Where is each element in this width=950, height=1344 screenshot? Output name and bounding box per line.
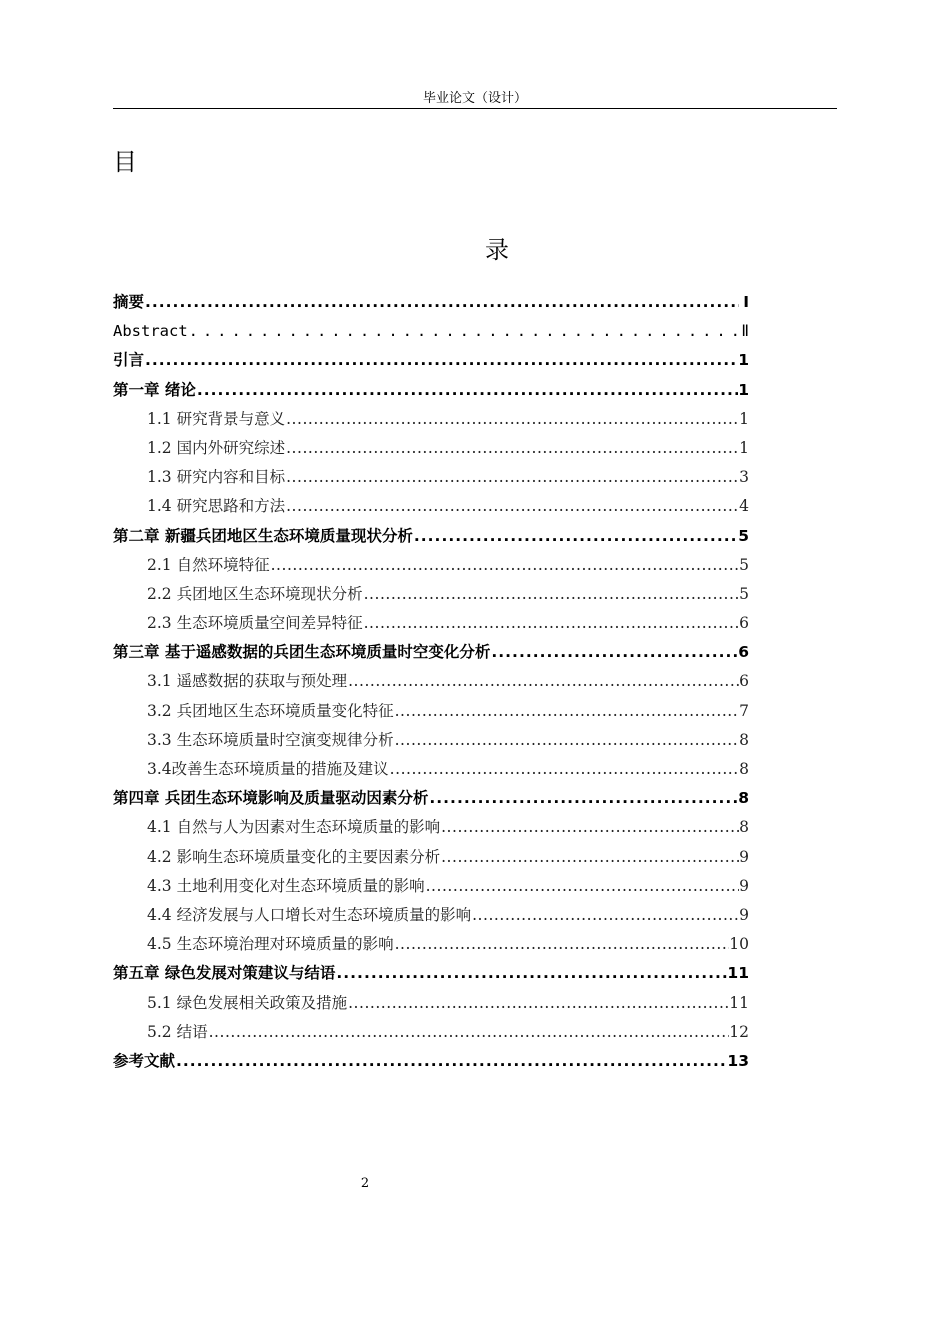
toc-entry-page: 9 (739, 905, 749, 924)
toc-entry-chapter[interactable] (113, 1047, 749, 1076)
toc-entry-label: 引言 (113, 351, 145, 370)
toc-entry-chapter[interactable] (113, 317, 749, 346)
toc-entry-label: 2.2 兵团地区生态环境现状分析 (147, 584, 363, 603)
toc-entry-section[interactable] (113, 551, 749, 580)
toc-entry-label: 3.3 生态环境质量时空演变规律分析 (147, 730, 394, 749)
toc-entry-label: 4.4 经济发展与人口增长对生态环境质量的影响 (147, 905, 472, 924)
page-header: 毕业论文（设计） (422, 91, 527, 106)
toc-dot-leader (471, 901, 739, 930)
toc-entry-chapter[interactable] (113, 784, 749, 813)
toc-dot-leader (363, 580, 739, 609)
toc-entry-section[interactable] (113, 901, 749, 930)
toc-dot-leader (490, 638, 738, 667)
toc-entry-page: Ⅰ (743, 293, 749, 311)
toc-entry-page: 11 (727, 964, 749, 983)
toc-entry-page: 8 (738, 789, 749, 808)
toc-dot-leader (394, 697, 739, 726)
toc-dot-leader (440, 813, 739, 842)
toc-entry-label: 1.1 研究背景与意义 (147, 409, 286, 428)
page-number: 2 (360, 1176, 370, 1191)
toc-entry-section[interactable] (113, 405, 749, 434)
toc-entry-label: 第二章 新疆兵团地区生态环境质量现状分析 (113, 526, 413, 545)
toc-entry-label: 2.3 生态环境质量空间差异特征 (147, 614, 363, 633)
toc-entry-label: 第四章 兵团生态环境影响及质量驱动因素分析 (113, 789, 429, 808)
toc-dot-leader (270, 551, 739, 580)
toc-dot-leader (285, 405, 739, 434)
toc-entry-page: 7 (739, 701, 749, 720)
toc-dot-leader (196, 376, 738, 405)
toc-entry-chapter[interactable] (113, 346, 749, 375)
toc-entry-label: 摘要 (113, 293, 145, 311)
toc-dot-leader (188, 317, 739, 346)
toc-entry-label: 4.1 自然与人为因素对生态环境质量的影响 (147, 818, 441, 837)
toc-entry-label: 3.1 遥感数据的获取与预处理 (147, 672, 348, 691)
toc-entry-section[interactable] (113, 989, 749, 1018)
toc-entry-page: 4 (739, 497, 749, 516)
toc-entry-page: 6 (738, 643, 749, 662)
toc-entry-page: 6 (739, 614, 749, 633)
toc-entry-section[interactable] (113, 872, 749, 901)
toc-entry-page: 5 (738, 526, 749, 545)
toc-dot-leader (394, 930, 730, 959)
toc-entry-label: 第三章 基于遥感数据的兵团生态环境质量时空变化分析 (113, 643, 491, 662)
toc-entry-section[interactable] (113, 930, 749, 959)
toc-entry-chapter[interactable] (113, 959, 749, 988)
toc-entry-section[interactable] (113, 434, 749, 463)
toc-entry-page: 5 (739, 584, 749, 603)
toc-entry-label: 4.5 生态环境治理对环境质量的影响 (147, 935, 394, 954)
toc-entry-page: 9 (739, 876, 749, 895)
toc-dot-leader (144, 346, 738, 375)
toc-entry-section[interactable] (113, 463, 749, 492)
table-of-contents (113, 288, 749, 1076)
toc-entry-label: 第五章 绿色发展对策建议与结语 (113, 964, 336, 983)
toc-entry-page: 6 (739, 672, 749, 691)
toc-entry-page: 12 (729, 1022, 749, 1041)
toc-entry-page: 1 (738, 351, 749, 370)
toc-dot-leader (363, 609, 739, 638)
toc-entry-page: 1 (739, 438, 749, 457)
toc-entry-section[interactable] (113, 667, 749, 696)
toc-entry-section[interactable] (113, 843, 749, 872)
toc-entry-section[interactable] (113, 492, 749, 521)
toc-dot-leader (440, 843, 739, 872)
toc-entry-label: Abstract (113, 322, 188, 341)
header-divider (113, 108, 837, 109)
toc-entry-section[interactable] (113, 1018, 749, 1047)
toc-dot-leader (208, 1018, 730, 1047)
toc-entry-chapter[interactable] (113, 376, 749, 405)
toc-entry-label: 3.2 兵团地区生态环境质量变化特征 (147, 701, 394, 720)
toc-entry-label: 1.3 研究内容和目标 (147, 468, 286, 487)
toc-entry-section[interactable] (113, 726, 749, 755)
toc-entry-label: 2.1 自然环境特征 (147, 555, 270, 574)
toc-entry-page: 5 (739, 555, 749, 574)
toc-entry-page: 1 (739, 409, 749, 428)
toc-entry-label: 5.2 结语 (147, 1022, 208, 1041)
toc-dot-leader (347, 667, 739, 696)
toc-entry-page: 8 (739, 818, 749, 837)
toc-entry-label: 第一章 绪论 (113, 380, 196, 399)
toc-entry-page: Ⅱ (741, 322, 749, 341)
toc-entry-section[interactable] (113, 813, 749, 842)
toc-entry-label: 1.2 国内外研究综述 (147, 438, 286, 457)
toc-dot-leader (394, 726, 739, 755)
toc-entry-section[interactable] (113, 697, 749, 726)
toc-entry-label: 3.4改善生态环境质量的措施及建议 (147, 760, 389, 778)
toc-entry-page: 10 (729, 935, 749, 954)
toc-title-part-2: 录 (485, 236, 509, 264)
toc-entry-page: 13 (727, 1051, 749, 1070)
toc-entry-label: 5.1 绿色发展相关政策及措施 (147, 993, 348, 1012)
toc-dot-leader (335, 959, 727, 988)
toc-dot-leader (285, 434, 739, 463)
toc-dot-leader (285, 463, 739, 492)
toc-entry-section[interactable] (113, 609, 749, 638)
toc-dot-leader (389, 755, 739, 784)
toc-dot-leader (413, 522, 738, 551)
toc-entry-label: 1.4 研究思路和方法 (147, 497, 286, 516)
toc-entry-page: 8 (739, 730, 749, 749)
toc-entry-section[interactable] (113, 580, 749, 609)
toc-entry-label: 4.3 土地利用变化对生态环境质量的影响 (147, 876, 425, 895)
toc-dot-leader (428, 784, 738, 813)
toc-entry-page: 1 (738, 380, 749, 399)
toc-entry-label: 参考文献 (113, 1051, 176, 1070)
toc-entry-chapter[interactable] (113, 522, 749, 551)
toc-entry-chapter[interactable] (113, 288, 749, 317)
toc-entry-page: 8 (739, 760, 749, 778)
toc-entry-page: 11 (729, 993, 749, 1012)
toc-dot-leader (175, 1047, 727, 1076)
toc-entry-label: 4.2 影响生态环境质量变化的主要因素分析 (147, 847, 441, 866)
toc-dot-leader (285, 492, 739, 521)
toc-entry-page: 3 (739, 468, 749, 487)
toc-entry-chapter[interactable] (113, 638, 749, 667)
toc-dot-leader (144, 288, 739, 317)
toc-entry-section[interactable] (113, 755, 749, 784)
toc-dot-leader (347, 989, 729, 1018)
toc-dot-leader (425, 872, 739, 901)
toc-title-part-1: 目 (113, 148, 137, 176)
toc-entry-page: 9 (739, 847, 749, 866)
